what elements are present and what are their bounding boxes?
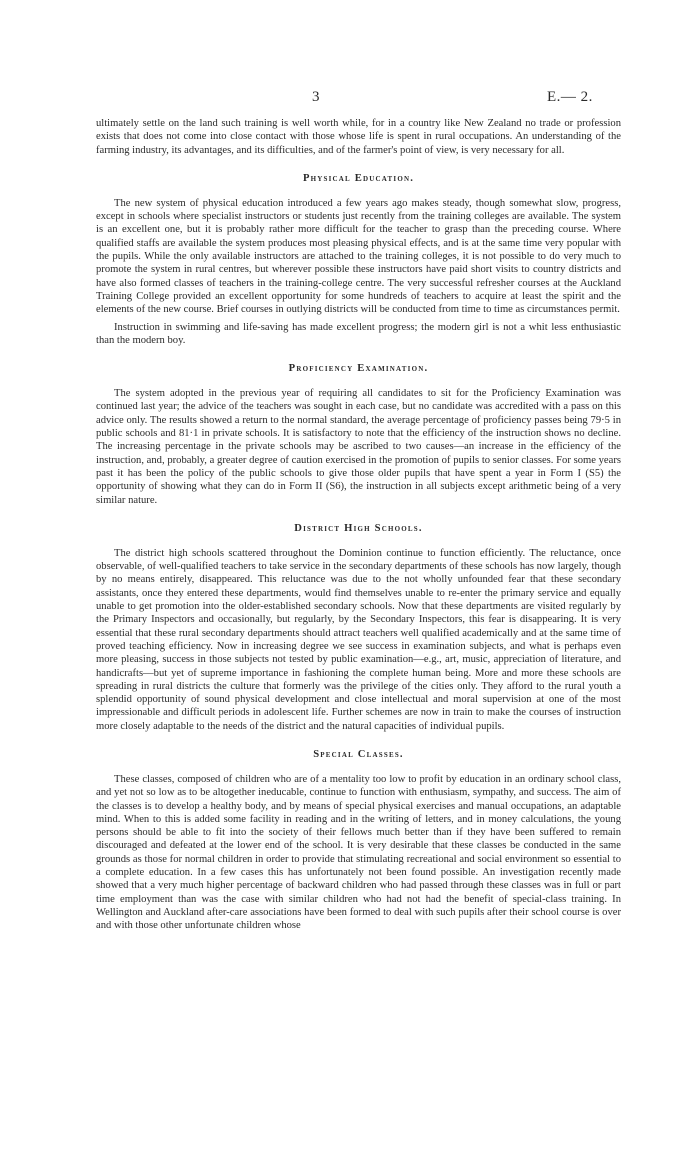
page-number: 3 [312,89,320,105]
physical-education-heading: Physical Education. [302,172,415,184]
proficiency-examination-heading: Proficiency Examination. [288,363,429,375]
page-body [96,117,621,933]
physical-education-paragraph-1: The new system of physical education introduced a few years ago makes steady, though somewhat slow, progress, except in schools where specialist instructors or students just recently from the training colleges are available. The system is an excellent one, but it is probably rather more difficult for the teacher to grasp than the preceding course. Where qualified staffs are available the system produces most pleasing physical effects, and is at the same time very popular with the pupils. While the only available instructors are attached to the training colleges, it is not possible to do very much to promote the system in rural centres, but wherever possible these instructors have paid short visits to country districts and have also formed classes of teachers in the training-college centre. The very successful refresher courses at the Auckland Training College provided an excellent opportunity for some hundreds of teachers to acquire at least the spirit and the elements of the new course. Brief courses in outlying districts will be conducted from time to time as circumstances permit. [96,197,621,316]
special-classes-paragraph: These classes, composed of children who are of a mentality too low to profit by education in an ordinary school class, and yet not so low as to be altogether ineducable, continue to function with enthusiasm, sympathy, and success. The aim of the classes is to develop a healthy body, and by means of special physical exercises and manual occupations, an adaptable mind. When to this is added some facility in reading and in the writing of letters, and in money calculations, the young persons should be able to fit into the society of their fellows much better than if they have been suffered to remain discouraged and defeated at the lower end of the school. It is very desirable that these classes be conducted in the same grounds as those for normal children in order to provide that stimulating recreational and social environment so essential to a complete education. In a few cases this has unfortunately not been found possible. An investigation recently made showed that a very much higher percentage of backward children who had passed through these classes was in full or part time employment than was the case with similar children who had not had the benefit of special-class training. In Wellington and Auckland after-care associations have been formed to deal with such pupils after their school course is over and with those other unfortunate children whose [96,773,621,932]
district-high-schools-heading: District High Schools. [294,522,423,534]
proficiency-examination-paragraph: The system adopted in the previous year of requiring all candidates to sit for the Proficiency Examination was continued last year; the advice of the teachers was sought in each case, but no candidate was accredited with a pass on this advice only. The results showed a return to the normal standard, the average percentage of proficiency passes being 79·5 in public schools and 81·1 in private schools. It is satisfactory to note that the efficiency of the instruction shows no decline. The increasing percentage in the private schools may be ascribed to two causes—an increase in the efficiency of the instruction, and, probably, a greater degree of caution exercised in the promotion of pupils to senior classes. For some years past it has been the policy of the public schools to give those older pupils that have spent a year in Form I (S5) the opportunity of showing what they can do in Form II (S6), the instruction in all subjects except arithmetic being of a very similar nature. [96,388,621,506]
special-classes-heading: Special Classes. [313,748,404,760]
physical-education-paragraph-2: Instruction in swimming and life-saving has made excellent progress; the modern girl is not a whit less enthusiastic than the modern boy. [96,321,621,346]
district-high-schools-paragraph: The district high schools scattered throughout the Dominion continue to function efficiently. The reluctance, once observable, of well-qualified teachers to take service in the secondary departments of these schools has now largely, though by no means entirely, disappeared. This reluctance was due to the not wholly unfounded fear that these secondary assistants, once they entered these departments, would find themselves unable to re-enter the primary service and equally unable to get promotion into the older-established secondary schools. Now that these departments are visited regularly by the Primary Inspectors and occasionally, but regularly, by the Secondary Inspectors, this fear is disappearing. It is very essential that these rural secondary departments should attract teachers well qualified academically and at the same time of proved teaching efficiency. Now in increasing degree we see success in examination subjects, and what is perhaps even more pleasing, success in those subjects not tested by public examination—e.g., art, music, appreciation of literature, and handicrafts—but yet of supreme importance in fashioning the complete human being. More and more these schools are spreading in rural districts the culture that formerly was the privilege of the cities only. They afford to the rural youth a splendid opportunity of sound physical development and close intellectual and moral supervision at one of the most impressionable and difficult periods in adolescent life. Further schemes are now in train to make the courses of instruction more closely adaptable to the needs of the district and the natural capacities of individual pupils. [96,547,621,732]
document-reference: E.— 2. [547,89,593,105]
intro-paragraph: ultimately settle on the land such training is well worth while, for in a country like New Zealand no trade or profession exists that does not come into close contact with those whose life is spent in rural occupations. An understanding of the farming industry, its advantages, and its difficulties, and of the farmer's point of view, is very necessary for all. [96,118,621,156]
